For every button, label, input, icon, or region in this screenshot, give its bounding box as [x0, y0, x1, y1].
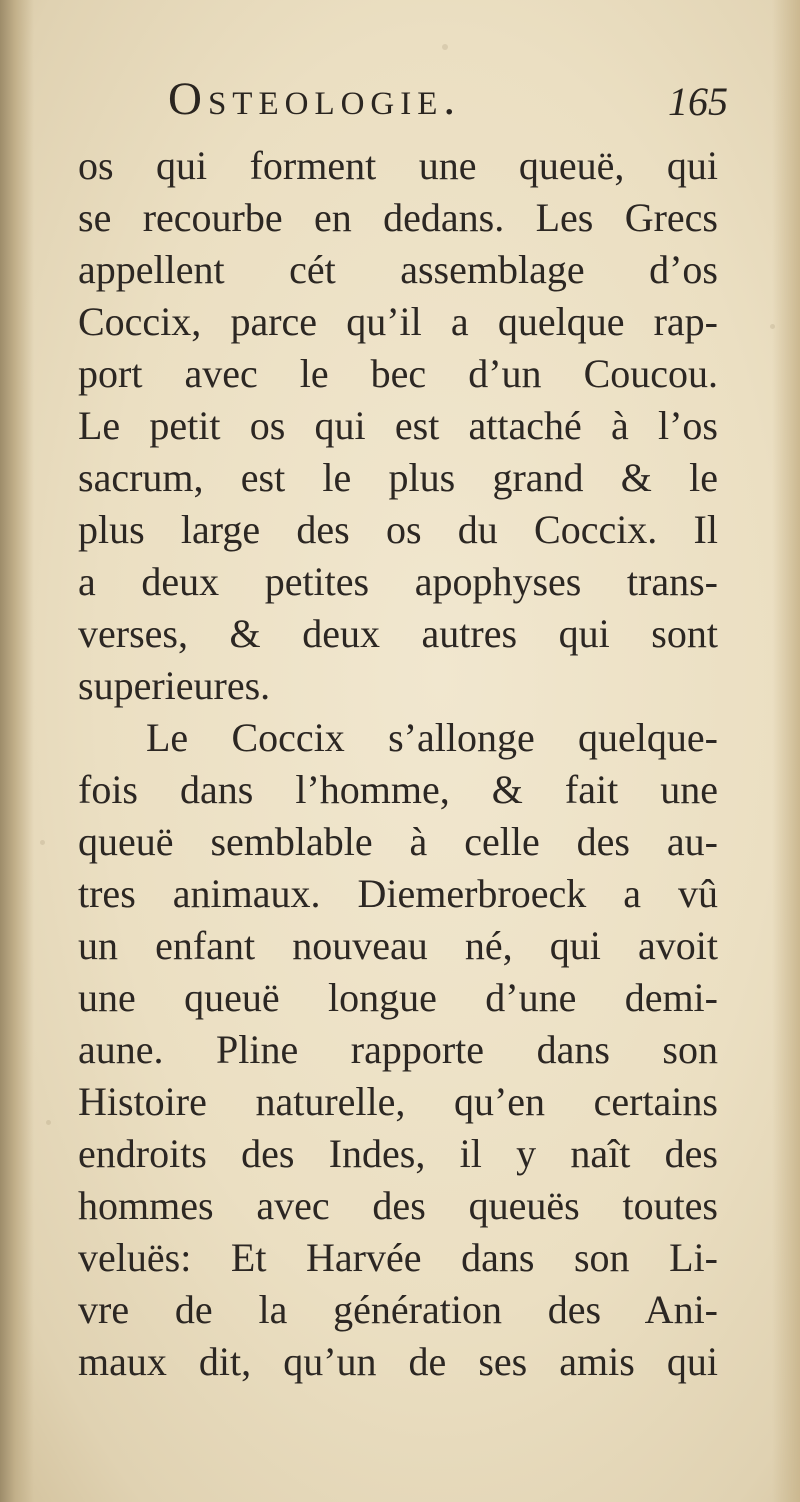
text-line: superieures. [78, 663, 271, 708]
text-line: verses, & deux autres qui sont [78, 611, 718, 656]
text-line: endroits des Indes, il y naît des [78, 1131, 718, 1176]
text-line: veluës: Et Harvée dans son Li- [78, 1235, 718, 1280]
text-line: un enfant nouveau né, qui avoit [78, 923, 718, 968]
text-line: vre de la génération des Ani- [78, 1287, 718, 1332]
page-gutter-shadow [0, 0, 34, 1502]
text-line: Le petit os qui est attaché à l’os [78, 403, 718, 448]
text-line: fois dans l’homme, & fait une [78, 767, 718, 812]
text-line: une queuë longue d’une demi- [78, 975, 718, 1020]
text-line: plus large des os du Coccix. Il [78, 507, 718, 552]
text-line: se recourbe en dedans. Les Grecs [78, 195, 718, 240]
ink-spot [40, 840, 45, 845]
text-line: sacrum, est le plus grand & le [78, 455, 718, 500]
text-line: port avec le bec d’un Coucou. [78, 351, 718, 396]
text-line: tres animaux. Diemerbroeck a vû [78, 871, 718, 916]
running-head: Osteologie. [168, 73, 462, 125]
text-line: Histoire naturelle, qu’en certains [78, 1079, 718, 1124]
ink-spot [442, 44, 448, 50]
ink-spot [770, 324, 775, 329]
text-line: os qui forment une queuë, qui [78, 143, 718, 188]
text-line: aune. Pline rapporte dans son [78, 1027, 718, 1072]
text-line: Le Coccix s’allonge quelque- [146, 715, 718, 760]
text-line: Coccix, parce qu’il a quelque rap- [78, 299, 718, 344]
body-text [78, 140, 718, 1388]
page-edge-shadow [772, 0, 800, 1502]
text-line: queuë semblable à celle des au- [78, 819, 718, 864]
text-line: maux dit, qu’un de ses amis qui [78, 1339, 718, 1384]
text-line: hommes avec des queuës toutes [78, 1183, 718, 1228]
ink-spot [46, 1120, 51, 1125]
page-header [148, 72, 728, 142]
text-line: a deux petites apophyses trans- [78, 559, 718, 604]
page-number: 165 [668, 79, 728, 124]
text-line: appellent cét assemblage d’os [78, 247, 718, 292]
